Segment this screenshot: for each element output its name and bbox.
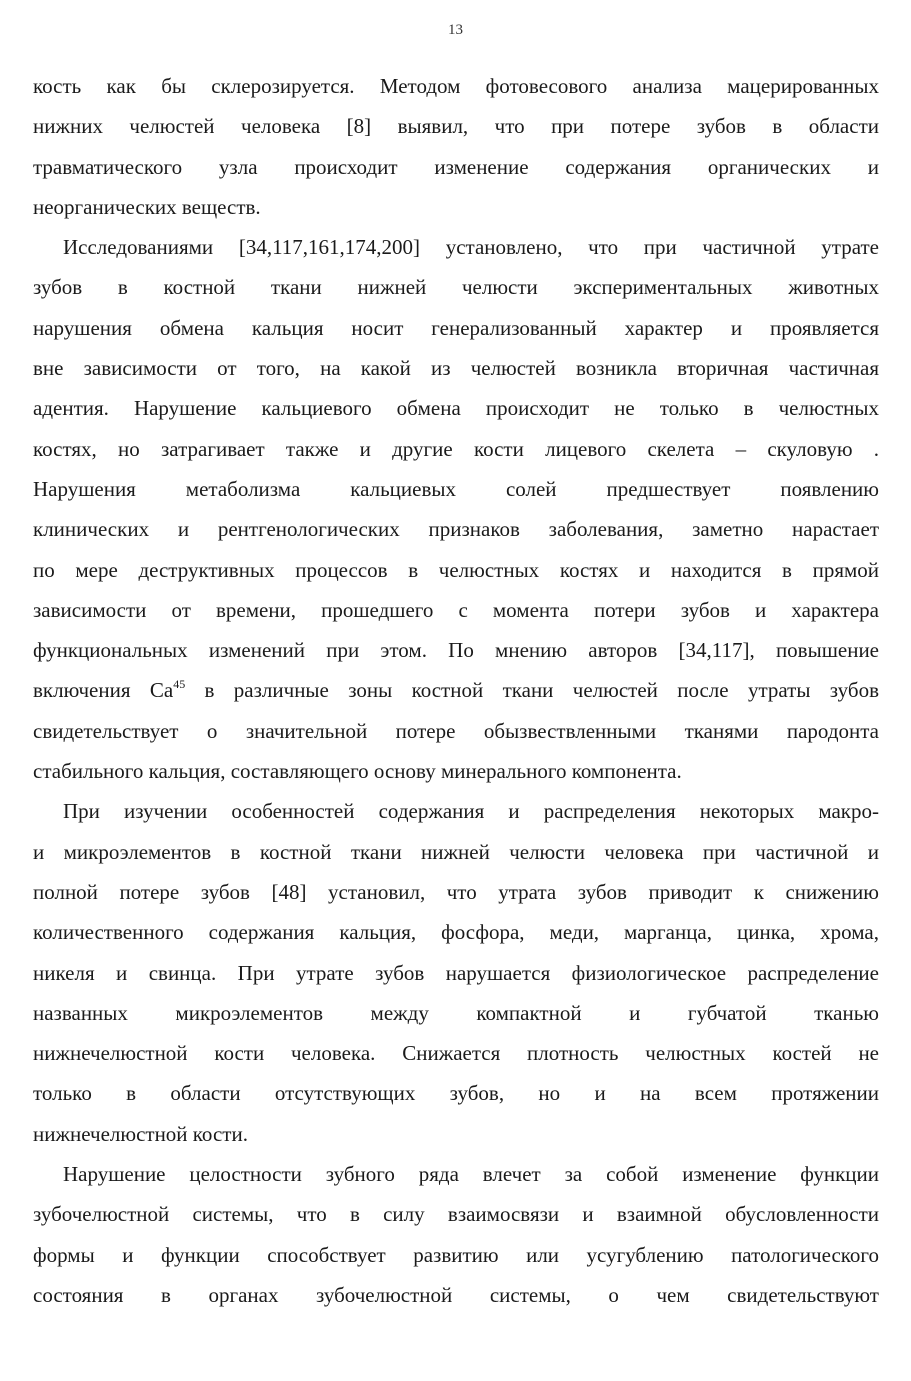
text-line: нижнечелюстной кости. (33, 1121, 248, 1146)
text-line-with-superscript (33, 670, 879, 710)
text-line: только в области отсутствующих зубов, но и на всем протяжении (33, 1081, 879, 1106)
text-fragment: в различные зоны костной ткани челюстей после утраты зубов (185, 678, 879, 703)
text-line: адентия. Нарушение кальциевого обмена происходит не только в челюстных (33, 396, 879, 421)
page-number: 13 (448, 22, 463, 38)
text-line: функциональных изменений при этом. По мнению авторов [34,117], повышение (33, 638, 879, 663)
paragraph-4 (33, 1154, 879, 1315)
text-line: нарушения обмена кальция носит генерализованный характер и проявляется (33, 315, 879, 340)
text-line: Исследованиями [34,117,161,174,200] установлено, что при частичной утрате (63, 235, 879, 260)
superscript: 45 (173, 677, 186, 692)
text-line: никеля и свинца. При утрате зубов нарушается физиологическое распределение (33, 960, 879, 985)
text-line: стабильного кальция, составляющего основу минерального компонента. (33, 759, 682, 784)
text-line: вне зависимости от того, на какой из челюстей возникла вторичная частичная (33, 356, 879, 381)
text-line: свидетельствует о значительной потере обызвествленными тканями пародонта (33, 718, 879, 743)
text-line: травматического узла происходит изменение содержания органических и (33, 154, 879, 179)
paragraph-1 (33, 66, 879, 227)
paragraph-3 (33, 791, 879, 1154)
text-line: костях, но затрагивает также и другие кости лицевого скелета – скуловую . (33, 436, 879, 461)
text-line: Нарушения метаболизма кальциевых солей предшествует появлению (33, 476, 879, 501)
text-line: При изучении особенностей содержания и распределения некоторых макро- (63, 799, 879, 824)
text-line: зависимости от времени, прошедшего с момента потери зубов и характера (33, 597, 879, 622)
text-line: состояния в органах зубочелюстной системы, о чем свидетельствуют (33, 1282, 879, 1307)
text-line: неорганических веществ. (33, 194, 261, 219)
text-line: клинических и рентгенологических признаков заболевания, заметно нарастает (33, 517, 879, 542)
text-fragment: включения Ca (33, 678, 174, 703)
text-line: названных микроэлементов между компактной и губчатой тканью (33, 1000, 879, 1025)
text-line: зубочелюстной системы, что в силу взаимосвязи и взаимной обусловленности (33, 1202, 879, 1227)
text-line: нижних челюстей человека [8] выявил, что при потере зубов в области (33, 114, 879, 139)
text-line: полной потере зубов [48] установил, что утрата зубов приводит к снижению (33, 879, 879, 904)
text-line: по мере деструктивных процессов в челюстных костях и находится в прямой (33, 557, 879, 582)
paragraph-2 (33, 227, 879, 791)
text-line: кость как бы склерозируется. Методом фотовесового анализа мацерированных (33, 74, 879, 98)
text-line: нижнечелюстной кости человека. Снижается плотность челюстных костей не (33, 1041, 879, 1066)
text-line: и микроэлементов в костной ткани нижней челюсти человека при частичной и (33, 839, 879, 864)
text-line: формы и функции способствует развитию или усугублению патологического (33, 1242, 879, 1267)
text-line: количественного содержания кальция, фосфора, меди, марганца, цинка, хрома, (33, 920, 879, 945)
document-body (33, 66, 879, 1315)
text-line: Нарушение целостности зубного ряда влечет за собой изменение функции (63, 1162, 879, 1187)
text-line: зубов в костной ткани нижней челюсти экспериментальных животных (33, 275, 879, 300)
